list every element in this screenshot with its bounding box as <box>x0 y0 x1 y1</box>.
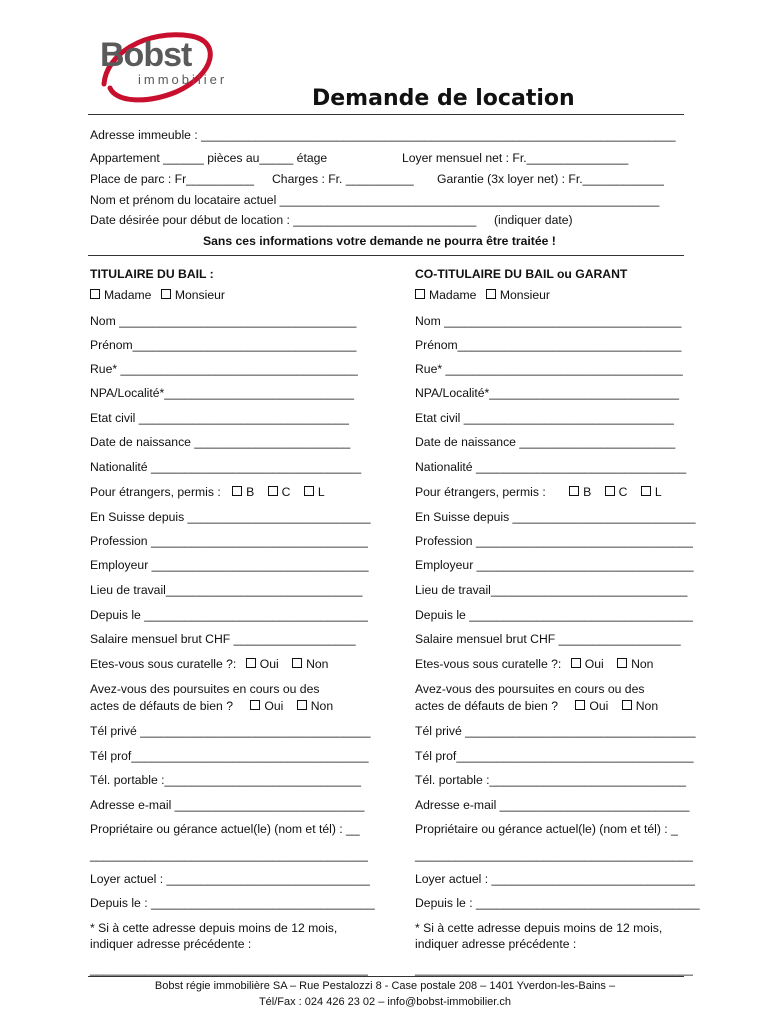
permis-c-checkbox[interactable] <box>605 486 615 496</box>
proprietaire-line[interactable]: _________________________________________ <box>415 848 693 862</box>
non-label: Non <box>310 699 334 713</box>
curatelle-row <box>415 657 653 671</box>
curatelle-oui-checkbox[interactable] <box>246 658 256 668</box>
permis-l-label: L <box>654 485 662 499</box>
permis-b-label: B <box>246 485 255 499</box>
depuis-field[interactable]: Depuis le _________________________________ <box>415 608 693 622</box>
poursuites-line1: Avez-vous des poursuites en cours ou des <box>415 682 645 696</box>
en-suisse-field[interactable]: En Suisse depuis ___________________________ <box>415 510 696 524</box>
rue-field[interactable]: Rue* ___________________________________ <box>415 362 683 376</box>
note-line1: * Si à cette adresse depuis moins de 12 mois, <box>90 921 338 935</box>
permis-l-checkbox[interactable] <box>304 486 314 496</box>
company-logo <box>96 14 232 106</box>
civilite-right <box>415 288 550 302</box>
madame-checkbox[interactable] <box>90 289 100 299</box>
salaire-field[interactable]: Salaire mensuel brut CHF __________________ <box>415 632 681 646</box>
permis-label: Pour étrangers, permis : <box>415 485 546 499</box>
non-label: Non <box>306 657 329 671</box>
salaire-field[interactable]: Salaire mensuel brut CHF __________________ <box>90 632 356 646</box>
cotitulaire-heading: CO-TITULAIRE DU BAIL ou GARANT <box>415 267 628 281</box>
tel-portable-field[interactable]: Tél. portable :_____________________________ <box>90 773 362 787</box>
proprietaire-field[interactable]: Propriétaire ou gérance actuel(le) (nom et tél) : _ <box>415 822 678 836</box>
curatelle-row <box>90 657 328 671</box>
logo-subtitle: immobilier <box>138 72 228 87</box>
monsieur-checkbox[interactable] <box>486 289 496 299</box>
email-field[interactable]: Adresse e-mail ____________________________ <box>415 798 690 812</box>
permis-b-checkbox[interactable] <box>569 486 579 496</box>
poursuites-oui-checkbox[interactable] <box>250 700 260 710</box>
email-field[interactable]: Adresse e-mail ____________________________ <box>90 798 365 812</box>
charges-field[interactable]: Charges : Fr. __________ <box>272 172 414 186</box>
adresse-precedente-field[interactable]: _________________________________________ <box>90 962 368 976</box>
page-title: Demande de location <box>312 86 575 111</box>
civilite-left <box>90 288 225 302</box>
rue-field[interactable]: Rue* ___________________________________ <box>90 362 358 376</box>
profession-field[interactable]: Profession ________________________________ <box>90 534 368 548</box>
adresse-precedente-field[interactable]: _________________________________________ <box>415 962 693 976</box>
madame-label: Madame <box>429 288 477 302</box>
poursuites-line1: Avez-vous des poursuites en cours ou des <box>90 682 320 696</box>
lieu-travail-field[interactable]: Lieu de travail_____________________________ <box>415 583 688 597</box>
npa-field[interactable]: NPA/Localité*____________________________ <box>415 386 680 400</box>
indiquer-date-hint: (indiquer date) <box>494 213 573 227</box>
permis-c-checkbox[interactable] <box>268 486 278 496</box>
employeur-field[interactable]: Employeur ________________________________ <box>415 558 694 572</box>
titulaire-heading: TITULAIRE DU BAIL : <box>90 267 214 281</box>
date-naissance-field[interactable]: Date de naissance _______________________ <box>415 435 676 449</box>
footer-contact: Tél/Fax : 024 426 23 02 – info@bobst-immobilier.ch <box>258 996 512 1008</box>
madame-label: Madame <box>104 288 152 302</box>
date-naissance-field[interactable]: Date de naissance _______________________ <box>90 435 351 449</box>
permis-c-label: C <box>618 485 628 499</box>
permis-b-checkbox[interactable] <box>232 486 242 496</box>
nom-field[interactable]: Nom ___________________________________ <box>415 314 682 328</box>
curatelle-non-checkbox[interactable] <box>617 658 627 668</box>
poursuites-label: actes de défauts de bien ? <box>415 699 558 713</box>
depuis-actuel-field[interactable]: Depuis le : _________________________________ <box>90 896 375 910</box>
depuis-field[interactable]: Depuis le _________________________________ <box>90 608 368 622</box>
appartement-field[interactable]: Appartement ______ pièces au_____ étage <box>90 151 328 165</box>
oui-label: Oui <box>264 699 284 713</box>
poursuites-row <box>415 699 658 713</box>
poursuites-oui-checkbox[interactable] <box>575 700 585 710</box>
non-label: Non <box>631 657 654 671</box>
garantie-field[interactable]: Garantie (3x loyer net) : Fr.____________ <box>437 172 664 186</box>
loyer-mensuel-field[interactable]: Loyer mensuel net : Fr._______________ <box>402 151 629 165</box>
proprietaire-field[interactable]: Propriétaire ou gérance actuel(le) (nom et tél) : __ <box>90 822 360 836</box>
proprietaire-line[interactable]: _________________________________________ <box>90 848 368 862</box>
employeur-field[interactable]: Employeur ________________________________ <box>90 558 369 572</box>
monsieur-label: Monsieur <box>499 288 550 302</box>
poursuites-non-checkbox[interactable] <box>297 700 307 710</box>
loyer-actuel-field[interactable]: Loyer actuel : ______________________________ <box>90 872 370 886</box>
date-debut-field[interactable]: Date désirée pour début de location : ___________________________ <box>90 213 477 227</box>
footer-address: Bobst régie immobilière SA – Rue Pestalozzi 8 - Case postale 208 – 1401 Yverdon-les-Bains – <box>154 980 616 992</box>
footer-divider <box>88 976 684 977</box>
npa-field[interactable]: NPA/Localité*____________________________ <box>90 386 355 400</box>
permis-l-label: L <box>317 485 325 499</box>
nationalite-field[interactable]: Nationalité _______________________________ <box>90 460 362 474</box>
permis-row <box>90 485 325 499</box>
warning-text: Sans ces informations votre demande ne pourra être traitée ! <box>203 234 556 248</box>
locataire-actuel-field[interactable]: Nom et prénom du locataire actuel ________________________________________________________ <box>90 193 660 207</box>
permis-l-checkbox[interactable] <box>641 486 651 496</box>
note-line2: indiquer adresse précédente : <box>90 937 252 951</box>
en-suisse-field[interactable]: En Suisse depuis ___________________________ <box>90 510 371 524</box>
poursuites-label: actes de défauts de bien ? <box>90 699 233 713</box>
tel-portable-field[interactable]: Tél. portable :_____________________________ <box>415 773 687 787</box>
etat-civil-field[interactable]: Etat civil _______________________________ <box>90 411 349 425</box>
monsieur-checkbox[interactable] <box>161 289 171 299</box>
section-divider <box>88 255 684 256</box>
permis-b-label: B <box>583 485 592 499</box>
oui-label: Oui <box>584 657 604 671</box>
nom-field[interactable]: Nom ___________________________________ <box>90 314 357 328</box>
oui-label: Oui <box>589 699 609 713</box>
place-parc-field[interactable]: Place de parc : Fr__________ <box>90 172 254 186</box>
permis-row <box>415 485 662 499</box>
madame-checkbox[interactable] <box>415 289 425 299</box>
curatelle-non-checkbox[interactable] <box>292 658 302 668</box>
prenom-field[interactable]: Prénom_________________________________ <box>90 338 357 352</box>
adresse-immeuble-field[interactable]: Adresse immeuble : ______________________________________________________________________ <box>90 128 676 142</box>
depuis-actuel-field[interactable]: Depuis le : _________________________________ <box>415 896 700 910</box>
poursuites-row <box>90 699 333 713</box>
curatelle-label: Etes-vous sous curatelle ?: <box>90 657 237 671</box>
profession-field[interactable]: Profession ________________________________ <box>415 534 693 548</box>
title-divider <box>88 114 684 115</box>
permis-label: Pour étrangers, permis : <box>90 485 221 499</box>
oui-label: Oui <box>259 657 279 671</box>
tel-prive-field[interactable]: Tél privé __________________________________ <box>90 724 371 738</box>
lieu-travail-field[interactable]: Lieu de travail_____________________________ <box>90 583 363 597</box>
monsieur-label: Monsieur <box>174 288 225 302</box>
tel-prive-field[interactable]: Tél privé __________________________________ <box>415 724 696 738</box>
nationalite-field[interactable]: Nationalité _______________________________ <box>415 460 687 474</box>
permis-c-label: C <box>281 485 291 499</box>
etat-civil-field[interactable]: Etat civil _______________________________ <box>415 411 674 425</box>
prenom-field[interactable]: Prénom_________________________________ <box>415 338 682 352</box>
note-line2: indiquer adresse précédente : <box>415 937 577 951</box>
curatelle-label: Etes-vous sous curatelle ?: <box>415 657 562 671</box>
tel-prof-field[interactable]: Tél prof___________________________________ <box>415 749 694 763</box>
curatelle-oui-checkbox[interactable] <box>571 658 581 668</box>
logo-brand: Bobst <box>100 36 192 74</box>
non-label: Non <box>635 699 659 713</box>
tel-prof-field[interactable]: Tél prof___________________________________ <box>90 749 369 763</box>
loyer-actuel-field[interactable]: Loyer actuel : ______________________________ <box>415 872 695 886</box>
poursuites-non-checkbox[interactable] <box>622 700 632 710</box>
note-line1: * Si à cette adresse depuis moins de 12 mois, <box>415 921 663 935</box>
